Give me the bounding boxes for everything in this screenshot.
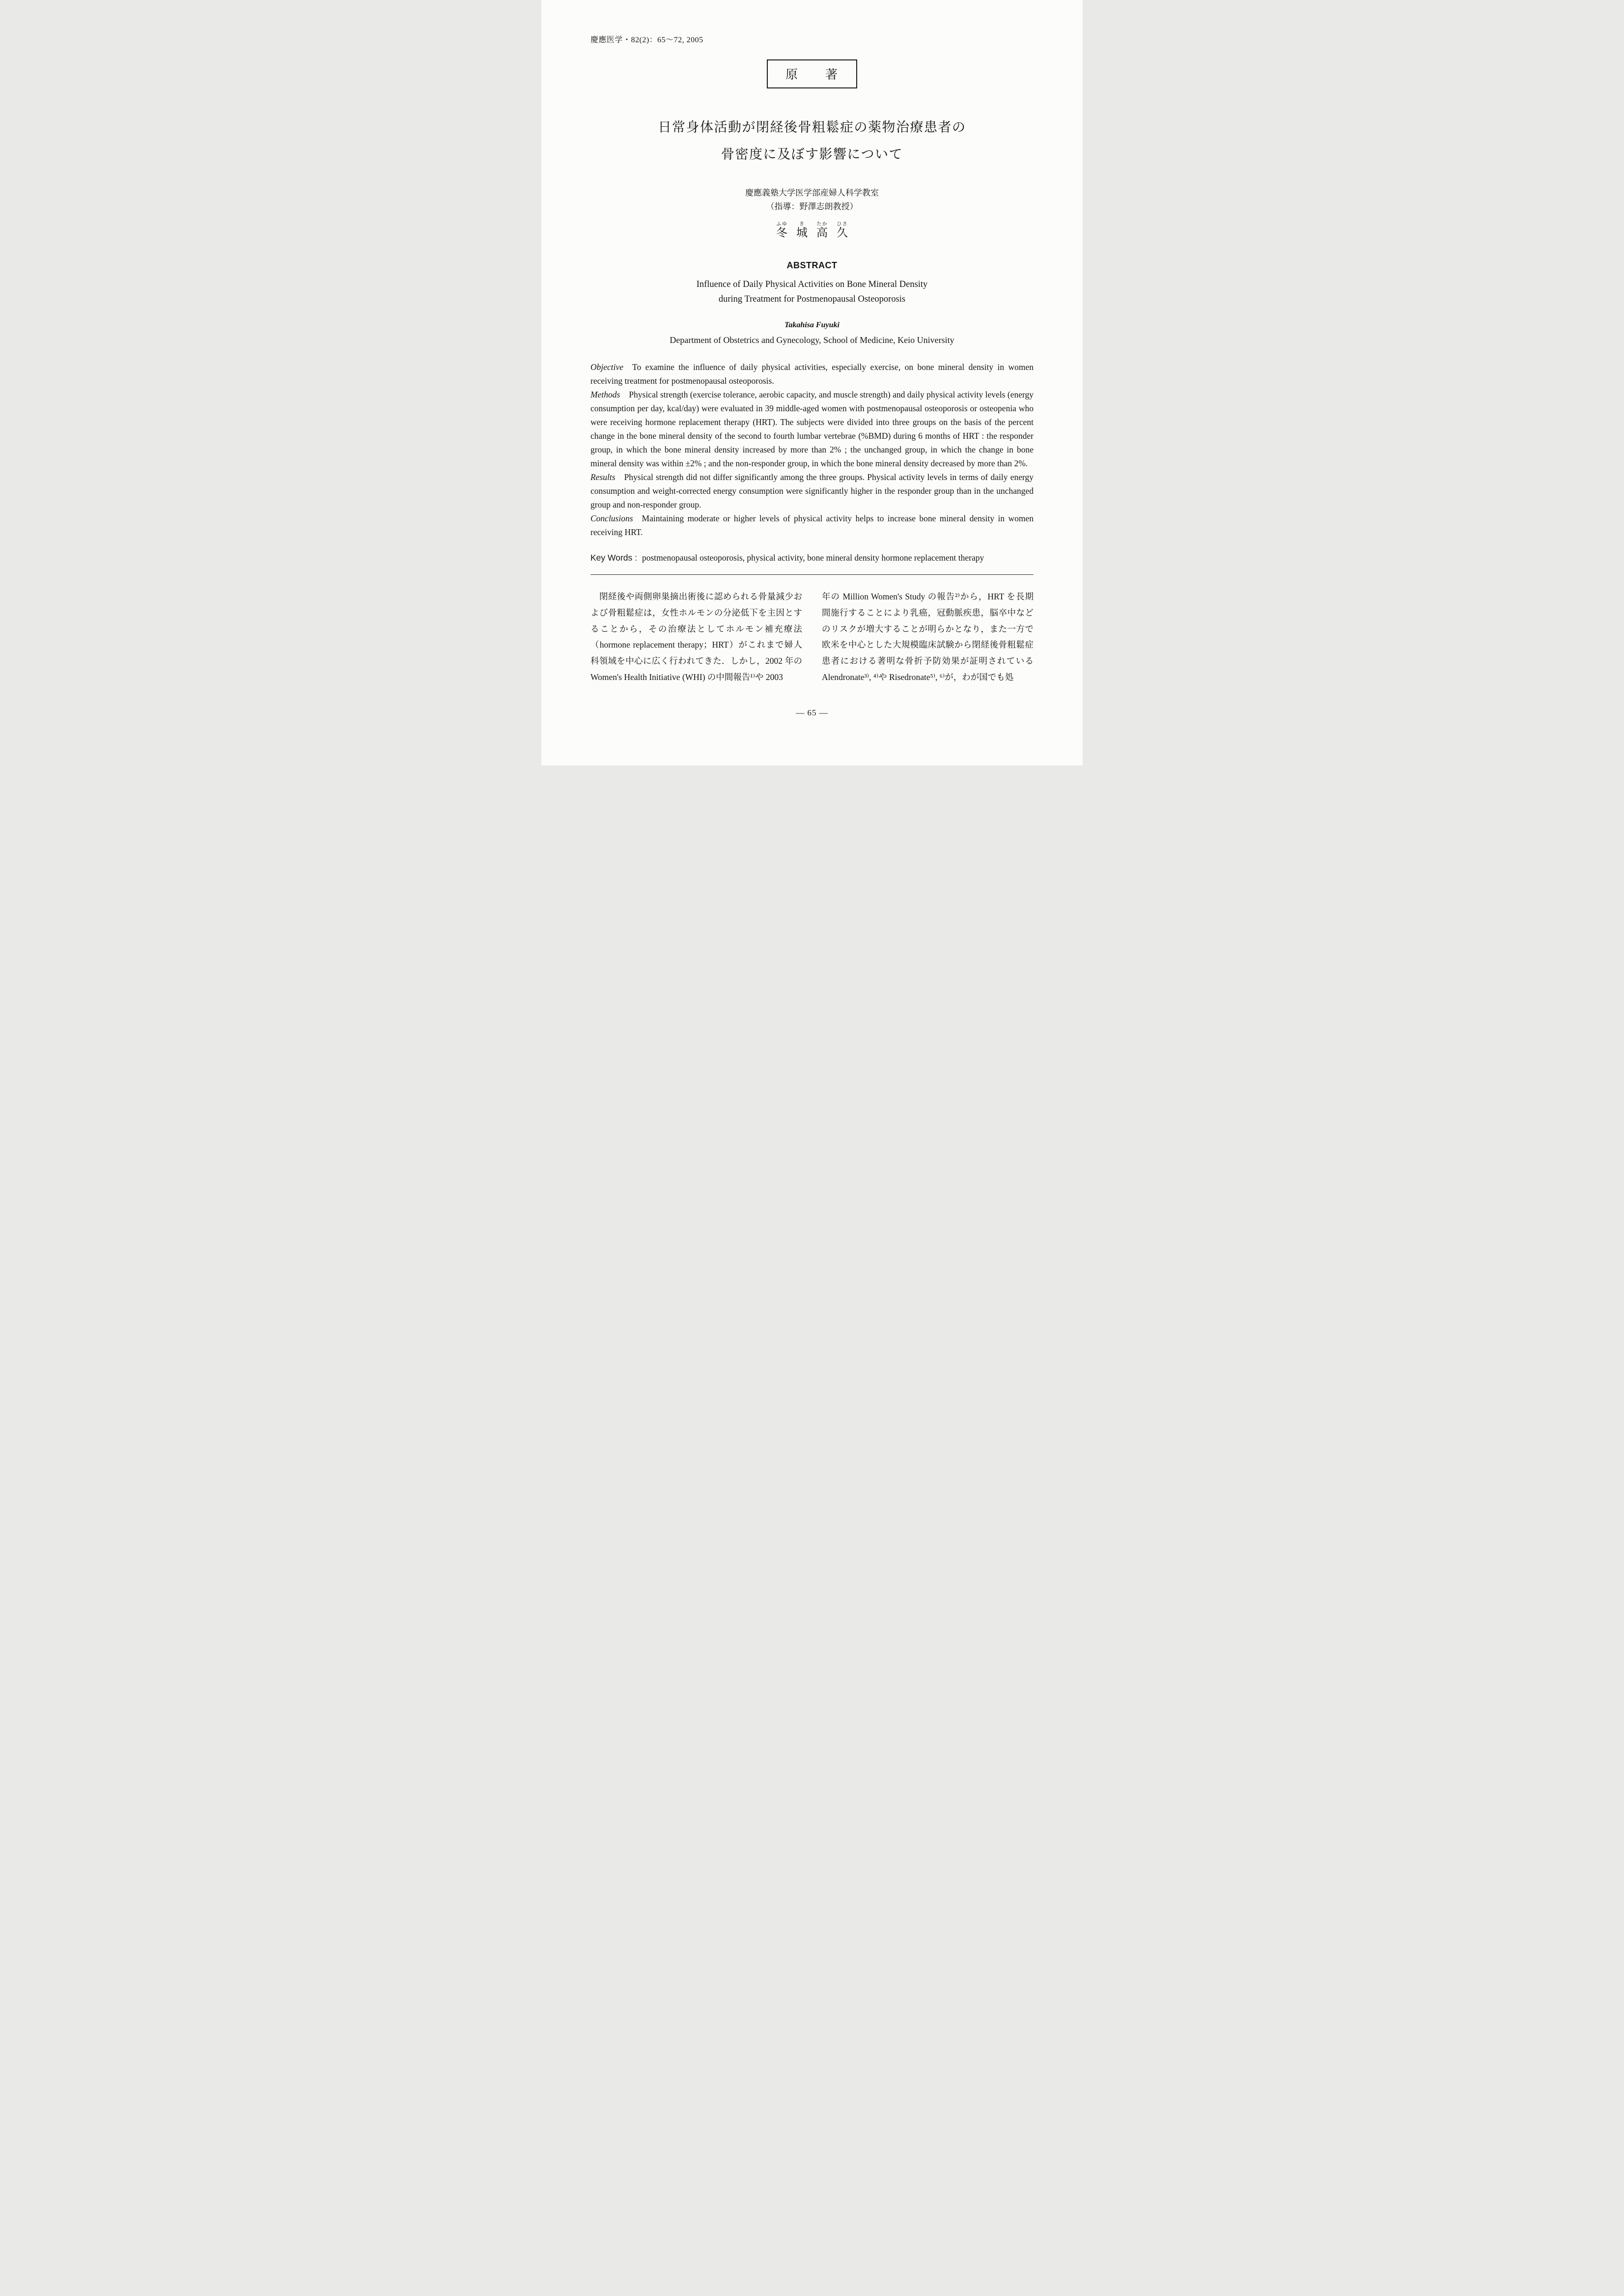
author-name-char <box>837 221 848 239</box>
author-name-char <box>776 221 787 239</box>
abstract-body <box>590 360 1034 539</box>
section-label: Methods <box>590 389 620 399</box>
keywords-label: Key Words : <box>590 552 637 563</box>
article-type-box <box>767 59 857 88</box>
author-furigana: たか <box>816 221 828 227</box>
section-text: Maintaining moderate or higher levels of physical activity helps to increase bone mineral density in women receiving HRT. <box>590 513 1034 537</box>
article-title-line2: 骨密度に及ぼす影響について <box>721 147 903 162</box>
body-two-columns <box>590 589 1034 685</box>
author-furigana: ひさ <box>837 221 848 227</box>
english-title-line1: Influence of Daily Physical Activities on Bone Mineral Density <box>696 279 928 289</box>
author-kanji: 冬 <box>776 226 787 239</box>
abstract-heading: ABSTRACT <box>786 260 838 270</box>
article-title-japanese <box>590 114 1034 169</box>
article-type-label: 原 著 <box>785 68 839 82</box>
section-text: Physical strength (exercise tolerance, aerobic capacity, and muscle strength) and daily physical activity levels (energy consumption per day, kcal/day) were evaluated in 39 middle-aged women with postmenopausal osteoporosis or osteopenia who were receiving hormone replacement therapy (HRT). The subjects were divided into three groups on the basis of the percent change in the bone mineral density of the second to fourth lumbar vertebrae (%BMD) during 6 months of HRT : the responder group, in which the bone mineral density increased by more than 2% ; the unchanged group, in which the change in bone mineral density was within ±2% ; and the non-responder group, in which the bone mineral density decreased by more than 2%. <box>590 389 1034 468</box>
supervisor: （指導：野澤志朗教授） <box>766 201 858 211</box>
article-title-english <box>590 277 1034 307</box>
keywords-block <box>590 551 1034 565</box>
abstract-section-objective <box>590 360 1034 388</box>
author-kanji: 城 <box>796 226 808 239</box>
page-number: ― 65 ― <box>796 708 828 718</box>
author-name-char <box>816 221 828 239</box>
author-kanji: 久 <box>837 226 848 239</box>
paper-page <box>541 0 1083 765</box>
section-text: To examine the influence of daily physical activities, especially exercise, on bone mineral density in women receiving treatment for postmenopausal osteoporosis. <box>590 362 1034 386</box>
abstract-divider <box>590 574 1034 575</box>
author-furigana: き <box>796 221 808 227</box>
english-title-line2: during Treatment for Postmenopausal Osteoporosis <box>718 294 906 305</box>
affiliation-block <box>590 186 1034 214</box>
author-name-char <box>796 221 808 239</box>
body-column-right: 年の Million Women's Study の報告²⁾から，HRT を長期間施行することにより乳癌，冠動脈疾患，脳卒中などのリスクが増大することが明らかとなり，また一方で欧米を中心とした大規模臨床試験から閉経後骨粗鬆症患者における著明な骨折予防効果が証明されている Alendronate³⁾, ⁴⁾や Risedronate⁵⁾, ⁶⁾が，わが国でも処 <box>822 591 1034 682</box>
journal-citation: 慶應医学・82(2)：65～72, 2005 <box>590 36 703 44</box>
keywords-text: postmenopausal osteoporosis, physical activity, bone mineral density hormone replacement therapy <box>642 552 984 563</box>
author-furigana: ふゆ <box>776 221 787 227</box>
section-label: Conclusions <box>590 513 633 523</box>
section-label: Objective <box>590 362 624 372</box>
abstract-section-conclusions <box>590 511 1034 539</box>
author-name <box>590 222 1034 240</box>
department-line: Department of Obstetrics and Gynecology, School of Medicine, Keio University <box>670 335 954 345</box>
body-column-left: 閉経後や両側卵巣摘出術後に認められる骨量減少および骨粗鬆症は，女性ホルモンの分泌低下を主因とすることから，その治療法としてホルモン補充療法（hormone replacement therapy；HRT）がこれまで婦人科領域を中心に広く行われてきた．しかし，2002 年の Women's Health Initiative (WHI) の中間報告¹⁾や 2003 <box>590 591 802 682</box>
author-name-english: Takahisa Fuyuki <box>784 320 840 329</box>
article-title-line1: 日常身体活動が閉経後骨粗鬆症の薬物治療患者の <box>658 120 966 135</box>
author-kanji: 高 <box>816 226 828 239</box>
abstract-section-methods <box>590 388 1034 470</box>
section-text: Physical strength did not differ significantly among the three groups. Physical activity levels in terms of daily energy consumption and weight-corrected energy consumption were significantly higher in the responder group than in the unchanged group and non-responder group. <box>590 472 1034 510</box>
section-label: Results <box>590 472 616 482</box>
abstract-section-results <box>590 470 1034 511</box>
affiliation: 慶應義塾大学医学部産婦人科学教室 <box>745 188 879 198</box>
